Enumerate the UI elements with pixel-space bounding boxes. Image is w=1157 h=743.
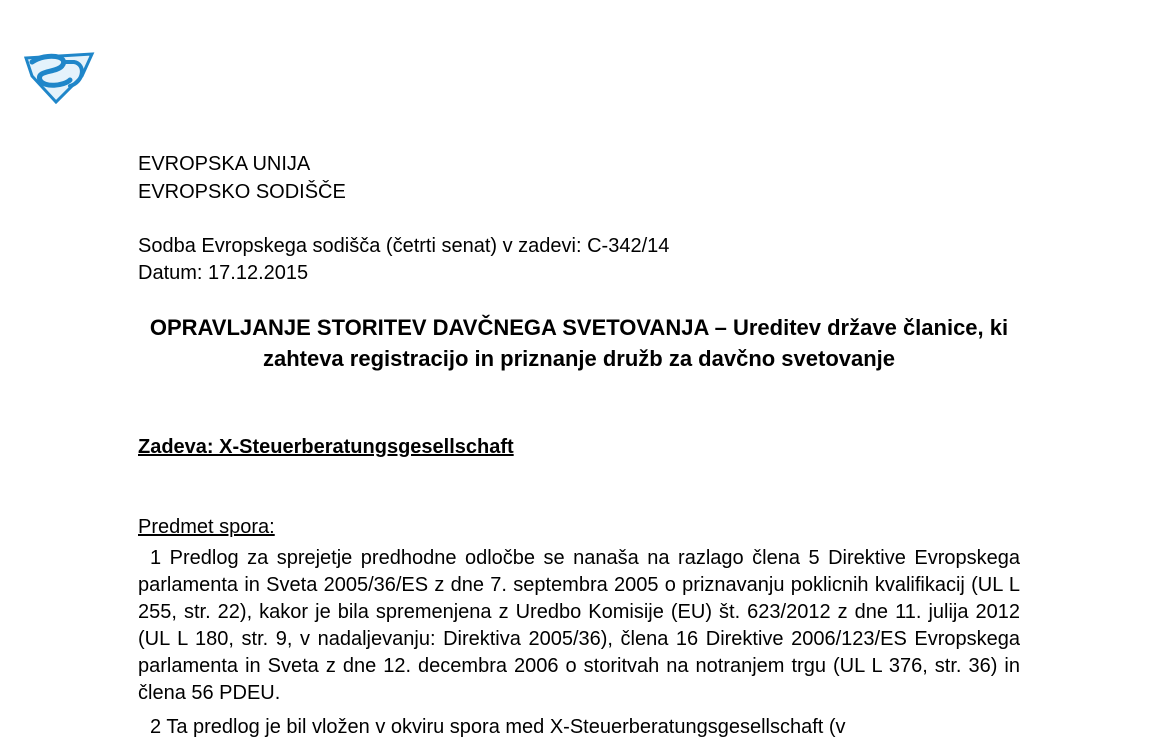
sd-shield-logo-icon	[22, 48, 96, 104]
paragraph-2: 2 Ta predlog je bil vložen v okviru spora med X-Steuerberatungsgesellschaft (v	[150, 716, 846, 738]
document-title: OPRAVLJANJE STORITEV DAVČNEGA SVETOVANJA – Ureditev države članice, ki zahteva registracijo in priznanje družb za davčno svetovanje	[149, 315, 1009, 371]
paragraph-1: 1 Predlog za sprejetje predhodne odločbe se nanaša na razlago člena 5 Direktive Evropskega parlamenta in Sveta 2005/36/ES z dne 7. septembra 2005 o priznavanju poklicnih kvalifikacij (UL L 255, str. 22), kakor je bila spremenjena z Uredbo Komisije (EU) št. 623/2012 z dne 11. julija 2012 (UL L 180, str. 9, v nadaljevanju: Direktiva 2005/36), člena 16 Direktive 2006/123/ES Evropskega parlamenta in Sveta z dne 12. decembra 2006 o storitvah na notranjem trgu (UL L 376, str. 36) in člena 56 PDEU.	[138, 547, 1020, 704]
header-line-1: EVROPSKA UNIJA	[138, 153, 311, 175]
section-heading: Predmet spora:	[138, 516, 275, 538]
subject-heading: Zadeva: X-Steuerberatungsgesellschaft	[138, 436, 514, 458]
document-page	[138, 0, 1020, 743]
case-date: Datum: 17.12.2015	[138, 262, 309, 284]
case-reference: Sodba Evropskega sodišča (četrti senat) v zadevi: C-342/14	[138, 235, 670, 257]
header-line-2: EVROPSKO SODIŠČE	[138, 181, 346, 203]
